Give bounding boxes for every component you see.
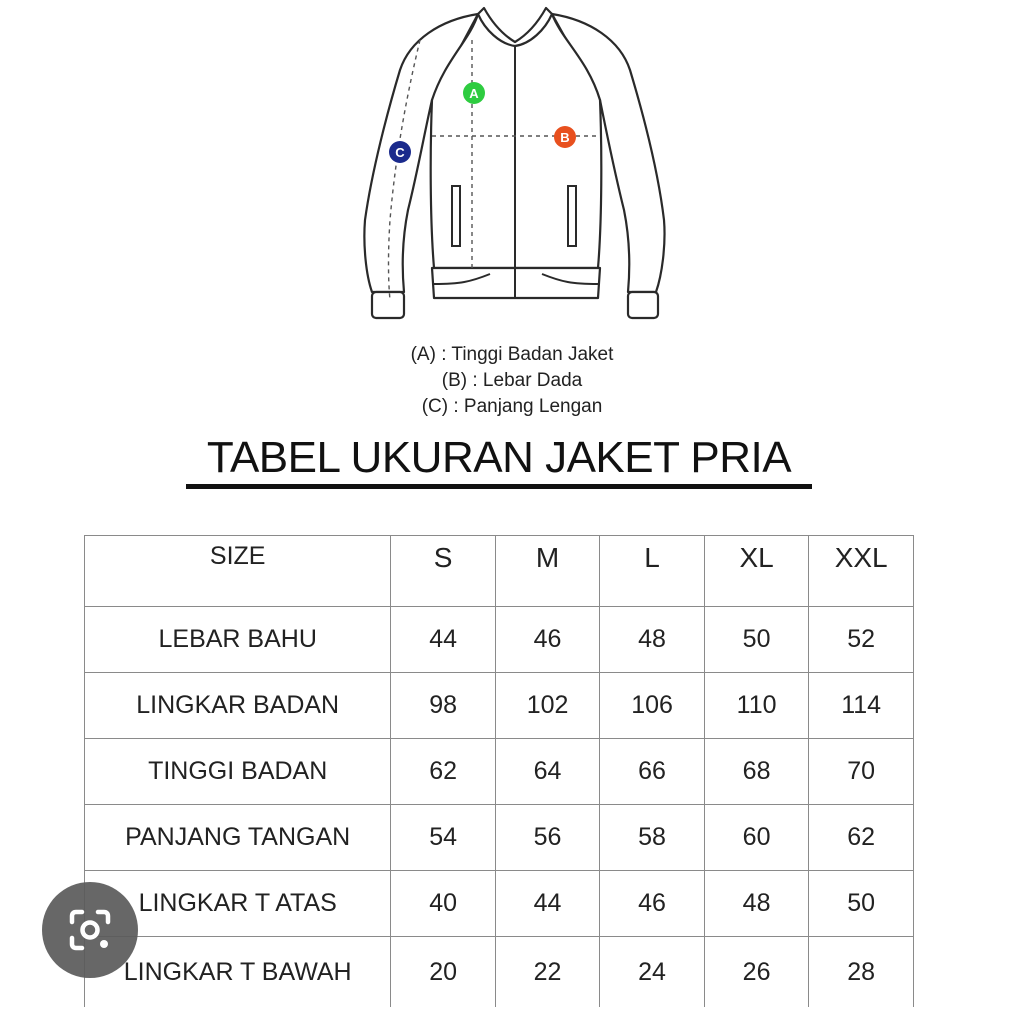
right-cuff — [628, 292, 658, 318]
jacket-diagram — [340, 0, 690, 330]
legend-item-c: (C) : Panjang Lengan — [421, 396, 603, 417]
header-size-label: SIZE — [85, 536, 391, 607]
header-size-l: L — [600, 536, 705, 607]
table-cell: 58 — [600, 805, 705, 871]
table-cell: 60 — [704, 805, 809, 871]
table-row — [85, 871, 914, 937]
row-label: LINGKAR T ATAS — [85, 871, 391, 937]
table-cell: 46 — [495, 607, 600, 673]
table-cell: 44 — [495, 871, 600, 937]
table-cell: 28 — [809, 937, 914, 1008]
table-cell: 62 — [809, 805, 914, 871]
measurement-legend — [0, 342, 1024, 420]
table-cell: 70 — [809, 739, 914, 805]
header-size-xxl: XXL — [809, 536, 914, 607]
table-cell: 52 — [809, 607, 914, 673]
table-cell: 66 — [600, 739, 705, 805]
table-cell: 48 — [600, 607, 705, 673]
left-cuff — [372, 292, 404, 318]
marker-a — [463, 82, 485, 104]
marker-b — [554, 126, 576, 148]
row-label: LEBAR BAHU — [85, 607, 391, 673]
table-cell: 22 — [495, 937, 600, 1008]
size-chart-title: TABEL UKURAN JAKET PRIA — [186, 432, 812, 489]
table-row — [85, 739, 914, 805]
table-cell: 40 — [391, 871, 495, 937]
table-row — [85, 607, 914, 673]
lens-search-button[interactable] — [42, 882, 138, 978]
table-cell: 64 — [495, 739, 600, 805]
table-cell: 20 — [391, 937, 495, 1008]
table-cell: 68 — [704, 739, 809, 805]
table-cell: 56 — [495, 805, 600, 871]
table-cell: 44 — [391, 607, 495, 673]
header-size-xl: XL — [704, 536, 809, 607]
marker-a-letter: A — [469, 86, 479, 101]
table-row — [85, 937, 914, 1008]
table-row — [85, 805, 914, 871]
table-row — [85, 673, 914, 739]
size-table — [84, 535, 914, 1007]
table-cell: 106 — [600, 673, 705, 739]
legend-item-a: (A) : Tinggi Badan Jaket — [410, 344, 614, 365]
header-size-s: S — [391, 536, 495, 607]
table-cell: 50 — [704, 607, 809, 673]
row-label: PANJANG TANGAN — [85, 805, 391, 871]
marker-b-letter: B — [560, 130, 570, 145]
table-cell: 102 — [495, 673, 600, 739]
table-cell: 24 — [600, 937, 705, 1008]
legend-item-b: (B) : Lebar Dada — [441, 370, 583, 391]
marker-c-letter: C — [395, 145, 405, 160]
header-size-m: M — [495, 536, 600, 607]
table-cell: 54 — [391, 805, 495, 871]
table-cell: 110 — [704, 673, 809, 739]
table-cell: 26 — [704, 937, 809, 1008]
row-label: LINGKAR BADAN — [85, 673, 391, 739]
table-cell: 98 — [391, 673, 495, 739]
table-header-row — [85, 536, 914, 607]
table-cell: 50 — [809, 871, 914, 937]
table-cell: 48 — [704, 871, 809, 937]
table-cell: 114 — [809, 673, 914, 739]
row-label: TINGGI BADAN — [85, 739, 391, 805]
row-label: LINGKAR T BAWAH — [85, 937, 391, 1008]
marker-c — [389, 141, 411, 163]
lens-search-icon — [66, 906, 114, 954]
table-cell: 62 — [391, 739, 495, 805]
table-cell: 46 — [600, 871, 705, 937]
